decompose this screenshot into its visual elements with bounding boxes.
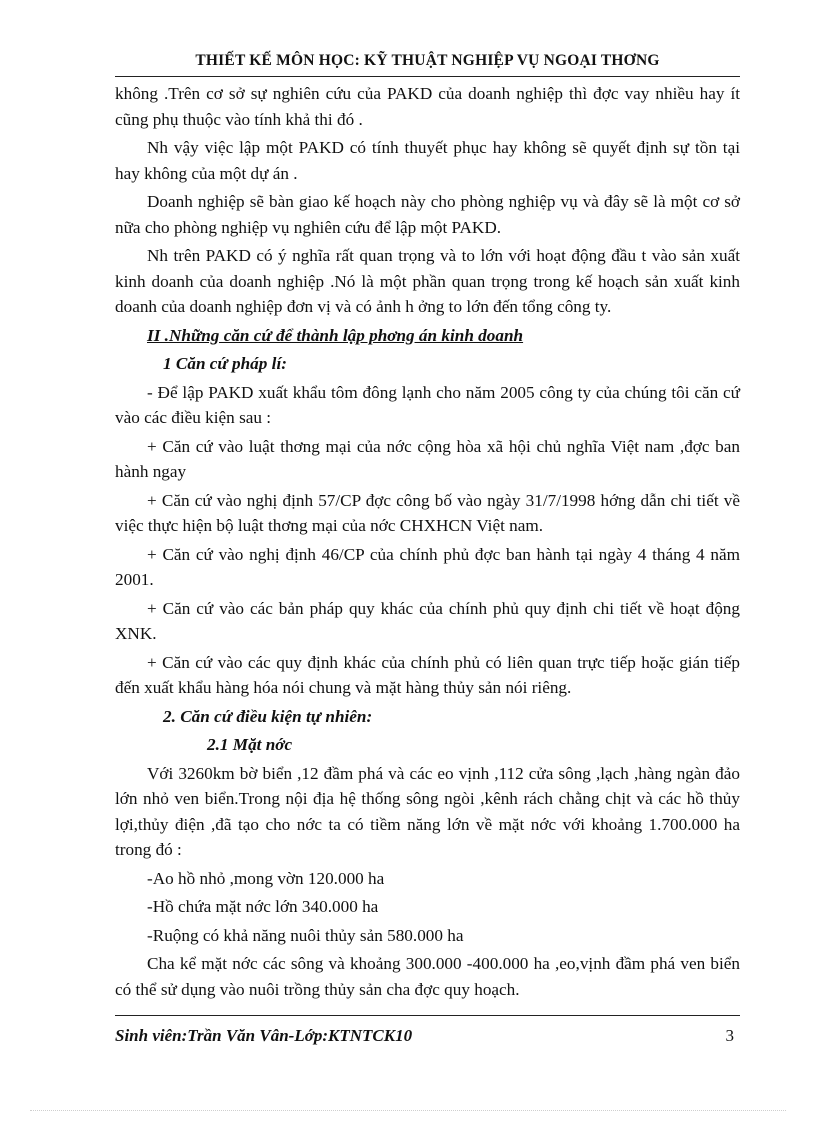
- header-rule: [115, 76, 740, 77]
- page-header-title: THIẾT KẾ MÔN HỌC: KỸ THUẬT NGHIỆP VỤ NGOẠI THƠNG: [195, 52, 660, 69]
- paragraph: Nh trên PAKD có ý nghĩa rất quan trọng và to lớn với hoạt động đầu t vào sản xuất kinh doanh của doanh nghiệp .Nó là một phần quan trọng trong kế hoạch sản xuất kinh doanh của doanh nghiệp đơn vị và có ảnh h ởng to lớn đến tổng công ty.: [115, 246, 740, 316]
- paragraph: Nh vậy việc lập một PAKD có tính thuyết phục hay không sẽ quyết định sự tồn tại hay không của một dự án .: [115, 138, 740, 183]
- subsection-heading: 2. Căn cứ điều kiện tự nhiên:: [163, 706, 373, 726]
- footer-rule: [115, 1015, 740, 1016]
- paragraph: Doanh nghiệp sẽ bàn giao kế hoạch này cho phòng nghiệp vụ và đây sẽ là một cơ sở nữa cho phòng nghiệp vụ nghiên cứu để lập một PAKD.: [115, 192, 740, 237]
- list-item: + Căn cứ vào luật thơng mại của nớc cộng hòa xã hội chủ nghĩa Việt nam ,đợc ban hành ngay: [115, 436, 740, 481]
- list-item: - Để lập PAKD xuất khẩu tôm đông lạnh cho năm 2005 công ty của chúng tôi căn cứ vào các điều kiện sau :: [115, 382, 740, 427]
- document-body: [115, 81, 740, 1005]
- list-item: + Căn cứ vào các quy định khác của chính phủ có liên quan trực tiếp hoặc gián tiếp đến xuất khẩu hàng hóa nói chung và mặt hàng thủy sản nói riêng.: [115, 652, 740, 697]
- section-heading: II .Những căn cứ để thành lập phơng án kinh doanh: [147, 325, 524, 345]
- list-item: + Căn cứ vào nghị định 46/CP của chính phủ đợc ban hành tại ngày 4 tháng 4 năm 2001.: [115, 544, 740, 589]
- paragraph: không .Trên cơ sở sự nghiên cứu của PAKD của doanh nghiệp thì đợc vay nhiều hay ít cũng phụ thuộc vào tính khả thi đó .: [115, 84, 740, 129]
- subsection-heading: 2.1 Mặt nớc: [207, 735, 293, 754]
- paragraph: Cha kể mặt nớc các sông và khoảng 300.000 -400.000 ha ,eo,vịnh đầm phá ven biển có thể sử dụng vào nuôi trồng thủy sản cha đợc quy hoạch.: [115, 954, 740, 999]
- list-item: -Hồ chứa mặt nớc lớn 340.000 ha: [147, 897, 379, 916]
- list-item: -Ruộng có khả năng nuôi thủy sản 580.000 ha: [147, 925, 464, 945]
- paragraph: Với 3260km bờ biển ,12 đầm phá và các eo vịnh ,112 cửa sông ,lạch ,hàng ngàn đảo lớn nhỏ ven biển.Trong nội địa hệ thống sông ngòi ,kênh rách chằng chịt và các hồ thủy lợi,thủy điện ,đã tạo cho nớc ta có tiềm năng lớn về mặt nớc với khoảng 1.700.000 ha trong đó :: [115, 763, 740, 859]
- footer-student: Sinh viên:Trần Văn Vân-Lớp:KTNTCK10: [115, 1026, 413, 1045]
- list-item: + Căn cứ vào nghị định 57/CP đợc công bố vào ngày 31/7/1998 hớng dẫn chi tiết về việc thực hiện bộ luật thơng mại của nớc CHXHCN Việt nam.: [115, 490, 740, 535]
- subsection-heading: 1 Căn cứ pháp lí:: [163, 354, 287, 373]
- page-number: 3: [725, 1026, 734, 1045]
- list-item: + Căn cứ vào các bản pháp quy khác của chính phủ quy định chi tiết về hoạt động XNK.: [115, 598, 740, 643]
- page-break-line: [30, 1110, 786, 1111]
- list-item: -Ao hồ nhỏ ,mong vờn 120.000 ha: [147, 868, 385, 888]
- page-footer: [115, 1026, 740, 1046]
